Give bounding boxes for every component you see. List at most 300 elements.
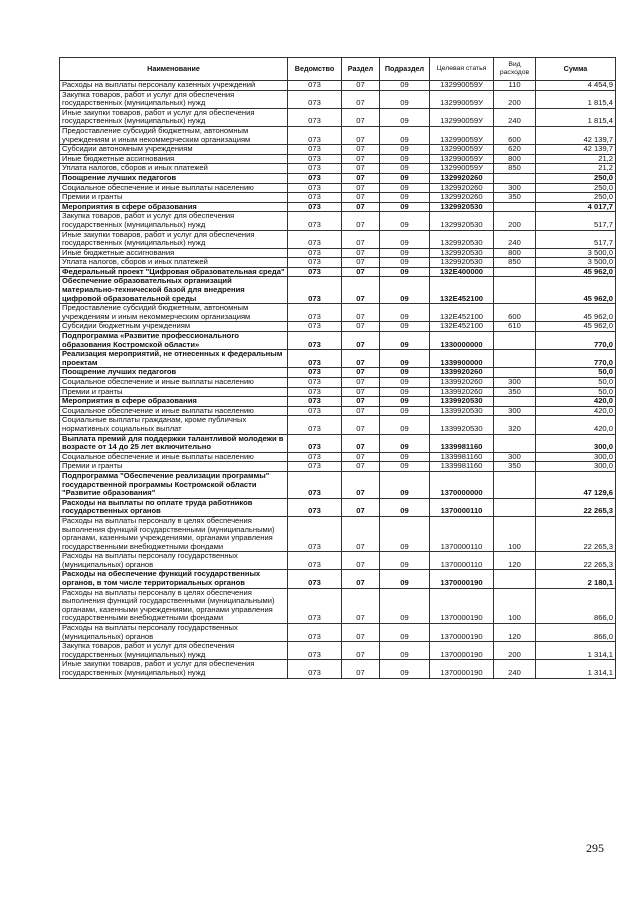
cell-department: 073 — [288, 212, 342, 230]
cell-section: 07 — [342, 258, 380, 268]
header-amount: Сумма — [536, 58, 616, 81]
cell-section: 07 — [342, 462, 380, 472]
cell-name: Расходы на выплаты персоналу в целях обеспечения выполнения функций государственными (муниципальными) органами, казенными учреждениями, органами управления государственными внебюджетными фондами — [60, 588, 288, 623]
table-row — [60, 434, 616, 452]
cell-section: 07 — [342, 498, 380, 516]
table-row — [60, 462, 616, 472]
cell-name: Расходы на выплаты персоналу государственных (муниципальных) органов — [60, 552, 288, 570]
cell-target-article: 132990059У — [430, 108, 494, 126]
cell-subsection: 09 — [380, 452, 430, 462]
cell-expense-type: 850 — [494, 164, 536, 174]
cell-department: 073 — [288, 164, 342, 174]
cell-amount: 21,2 — [536, 154, 616, 164]
cell-department: 073 — [288, 332, 342, 350]
cell-section: 07 — [342, 173, 380, 183]
cell-department: 073 — [288, 378, 342, 388]
cell-target-article: 132E452100 — [430, 304, 494, 322]
cell-name: Премии и гранты — [60, 462, 288, 472]
cell-target-article: 1370000190 — [430, 642, 494, 660]
cell-department: 073 — [288, 258, 342, 268]
cell-target-article: 1330000000 — [430, 332, 494, 350]
table-row — [60, 332, 616, 350]
cell-subsection: 09 — [380, 173, 430, 183]
cell-target-article: 1329920530 — [430, 230, 494, 248]
cell-target-article: 1339981160 — [430, 434, 494, 452]
cell-section: 07 — [342, 660, 380, 678]
cell-name: Подпрограмма «Развитие профессионального образования Костромской области» — [60, 332, 288, 350]
cell-name: Подпрограмма "Обеспечение реализации программы" государственной программы Костромской области "Развитие образования" — [60, 471, 288, 498]
table-row — [60, 642, 616, 660]
cell-name: Уплата налогов, сборов и иных платежей — [60, 164, 288, 174]
cell-department: 073 — [288, 90, 342, 108]
cell-department: 073 — [288, 471, 342, 498]
table-row — [60, 212, 616, 230]
cell-subsection: 09 — [380, 368, 430, 378]
cell-subsection: 09 — [380, 434, 430, 452]
table-header-row — [60, 58, 616, 81]
cell-amount: 42 139,7 — [536, 126, 616, 144]
cell-subsection: 09 — [380, 387, 430, 397]
cell-department: 073 — [288, 368, 342, 378]
cell-name: Иные закупки товаров, работ и услуг для обеспечения государственных (муниципальных) нужд — [60, 108, 288, 126]
table-row — [60, 498, 616, 516]
table-row — [60, 588, 616, 623]
cell-section: 07 — [342, 642, 380, 660]
cell-department: 073 — [288, 81, 342, 91]
cell-section: 07 — [342, 378, 380, 388]
table-row — [60, 378, 616, 388]
cell-amount: 1 815,4 — [536, 108, 616, 126]
cell-amount: 1 815,4 — [536, 90, 616, 108]
cell-department: 073 — [288, 452, 342, 462]
cell-name: Предоставление субсидий бюджетным, автономным учреждениям и иным некоммерческим организациям — [60, 126, 288, 144]
cell-name: Социальное обеспечение и иные выплаты населению — [60, 378, 288, 388]
cell-expense-type: 350 — [494, 193, 536, 203]
cell-department: 073 — [288, 570, 342, 588]
cell-department: 073 — [288, 498, 342, 516]
cell-name: Социальное обеспечение и иные выплаты населению — [60, 183, 288, 193]
cell-name: Реализация мероприятий, не отнесенных к федеральным проектам — [60, 350, 288, 368]
cell-department: 073 — [288, 462, 342, 472]
cell-amount: 250,0 — [536, 173, 616, 183]
cell-amount: 300,0 — [536, 462, 616, 472]
cell-amount: 420,0 — [536, 397, 616, 407]
header-subsection: Подраздел — [380, 58, 430, 81]
cell-subsection: 09 — [380, 322, 430, 332]
cell-department: 073 — [288, 248, 342, 258]
table-row — [60, 193, 616, 203]
cell-expense-type: 120 — [494, 624, 536, 642]
cell-name: Субсидии бюджетным учреждениям — [60, 322, 288, 332]
cell-expense-type — [494, 570, 536, 588]
cell-amount: 22 265,3 — [536, 516, 616, 551]
cell-section: 07 — [342, 624, 380, 642]
cell-name: Иные бюджетные ассигнования — [60, 154, 288, 164]
cell-amount: 45 962,0 — [536, 277, 616, 304]
table-row — [60, 164, 616, 174]
table-row — [60, 81, 616, 91]
cell-name: Мероприятия в сфере образования — [60, 397, 288, 407]
cell-department: 073 — [288, 406, 342, 416]
table-row — [60, 304, 616, 322]
cell-name: Закупка товаров, работ и услуг для обеспечения государственных (муниципальных) нужд — [60, 642, 288, 660]
cell-target-article: 1339920530 — [430, 416, 494, 434]
cell-target-article: 1339920260 — [430, 378, 494, 388]
cell-name: Поощрение лучших педагогов — [60, 173, 288, 183]
cell-subsection: 09 — [380, 588, 430, 623]
cell-department: 073 — [288, 434, 342, 452]
cell-amount: 21,2 — [536, 164, 616, 174]
cell-target-article: 1329920530 — [430, 248, 494, 258]
cell-subsection: 09 — [380, 624, 430, 642]
cell-name: Субсидии автономным учреждениям — [60, 145, 288, 155]
cell-expense-type: 110 — [494, 81, 536, 91]
cell-target-article: 1370000110 — [430, 552, 494, 570]
cell-target-article: 1370000000 — [430, 471, 494, 498]
cell-department: 073 — [288, 350, 342, 368]
cell-target-article: 132990059У — [430, 81, 494, 91]
table-row — [60, 516, 616, 551]
cell-section: 07 — [342, 570, 380, 588]
table-row — [60, 552, 616, 570]
cell-section: 07 — [342, 230, 380, 248]
cell-subsection: 09 — [380, 471, 430, 498]
cell-amount: 1 314,1 — [536, 642, 616, 660]
cell-expense-type — [494, 173, 536, 183]
cell-target-article: 1339981160 — [430, 462, 494, 472]
cell-expense-type: 240 — [494, 660, 536, 678]
cell-target-article: 132E400000 — [430, 267, 494, 277]
cell-name: Закупка товаров, работ и услуг для обеспечения государственных (муниципальных) нужд — [60, 212, 288, 230]
cell-department: 073 — [288, 387, 342, 397]
cell-expense-type — [494, 332, 536, 350]
cell-name: Мероприятия в сфере образования — [60, 202, 288, 212]
cell-amount: 1 314,1 — [536, 660, 616, 678]
cell-subsection: 09 — [380, 183, 430, 193]
cell-amount: 45 962,0 — [536, 304, 616, 322]
table-row — [60, 471, 616, 498]
cell-subsection: 09 — [380, 304, 430, 322]
cell-name: Иные бюджетные ассигнования — [60, 248, 288, 258]
cell-expense-type: 600 — [494, 304, 536, 322]
cell-subsection: 09 — [380, 230, 430, 248]
cell-department: 073 — [288, 277, 342, 304]
cell-section: 07 — [342, 90, 380, 108]
cell-target-article: 1370000110 — [430, 516, 494, 551]
cell-amount: 45 962,0 — [536, 267, 616, 277]
cell-subsection: 09 — [380, 145, 430, 155]
table-row — [60, 570, 616, 588]
cell-section: 07 — [342, 145, 380, 155]
cell-target-article: 1339981160 — [430, 452, 494, 462]
cell-expense-type: 200 — [494, 90, 536, 108]
cell-expense-type: 120 — [494, 552, 536, 570]
cell-subsection: 09 — [380, 277, 430, 304]
cell-amount: 770,0 — [536, 350, 616, 368]
cell-section: 07 — [342, 452, 380, 462]
cell-name: Расходы на выплаты по оплате труда работников государственных органов — [60, 498, 288, 516]
cell-section: 07 — [342, 267, 380, 277]
cell-subsection: 09 — [380, 164, 430, 174]
cell-amount: 300,0 — [536, 434, 616, 452]
cell-section: 07 — [342, 193, 380, 203]
cell-target-article: 1370000190 — [430, 588, 494, 623]
cell-expense-type: 300 — [494, 378, 536, 388]
cell-amount: 420,0 — [536, 406, 616, 416]
cell-amount: 517,7 — [536, 212, 616, 230]
cell-amount: 3 500,0 — [536, 258, 616, 268]
cell-expense-type — [494, 202, 536, 212]
cell-amount: 250,0 — [536, 183, 616, 193]
table-row — [60, 277, 616, 304]
cell-expense-type — [494, 267, 536, 277]
header-section: Раздел — [342, 58, 380, 81]
cell-subsection: 09 — [380, 202, 430, 212]
cell-section: 07 — [342, 406, 380, 416]
cell-amount: 4 454,9 — [536, 81, 616, 91]
table-row — [60, 350, 616, 368]
cell-expense-type: 610 — [494, 322, 536, 332]
cell-expense-type: 100 — [494, 588, 536, 623]
cell-department: 073 — [288, 173, 342, 183]
cell-subsection: 09 — [380, 416, 430, 434]
cell-department: 073 — [288, 397, 342, 407]
table-row — [60, 624, 616, 642]
cell-subsection: 09 — [380, 108, 430, 126]
cell-section: 07 — [342, 202, 380, 212]
cell-amount: 4 017,7 — [536, 202, 616, 212]
cell-target-article: 132990059У — [430, 154, 494, 164]
page-number: 295 — [586, 841, 604, 855]
cell-section: 07 — [342, 304, 380, 322]
cell-section: 07 — [342, 397, 380, 407]
cell-name: Социальные выплаты гражданам, кроме публичных нормативных социальных выплат — [60, 416, 288, 434]
cell-subsection: 09 — [380, 81, 430, 91]
cell-name: Иные закупки товаров, работ и услуг для обеспечения государственных (муниципальных) нужд — [60, 660, 288, 678]
cell-name: Иные закупки товаров, работ и услуг для обеспечения государственных (муниципальных) нужд — [60, 230, 288, 248]
cell-name: Социальное обеспечение и иные выплаты населению — [60, 406, 288, 416]
cell-department: 073 — [288, 108, 342, 126]
cell-target-article: 132990059У — [430, 126, 494, 144]
cell-expense-type: 300 — [494, 452, 536, 462]
table-row — [60, 230, 616, 248]
cell-name: Расходы на обеспечение функций государственных органов, в том числе территориальных органов — [60, 570, 288, 588]
table-row — [60, 258, 616, 268]
cell-section: 07 — [342, 368, 380, 378]
cell-amount: 45 962,0 — [536, 322, 616, 332]
cell-amount: 3 500,0 — [536, 248, 616, 258]
cell-amount: 2 180,1 — [536, 570, 616, 588]
cell-expense-type: 300 — [494, 406, 536, 416]
cell-target-article: 1339920530 — [430, 397, 494, 407]
cell-amount: 22 265,3 — [536, 498, 616, 516]
cell-section: 07 — [342, 212, 380, 230]
cell-expense-type: 600 — [494, 126, 536, 144]
cell-name: Предоставление субсидий бюджетным, автономным учреждениям и иным некоммерческим организациям — [60, 304, 288, 322]
cell-name: Расходы на выплаты персоналу государственных (муниципальных) органов — [60, 624, 288, 642]
cell-subsection: 09 — [380, 570, 430, 588]
cell-subsection: 09 — [380, 498, 430, 516]
cell-amount: 517,7 — [536, 230, 616, 248]
cell-department: 073 — [288, 588, 342, 623]
cell-subsection: 09 — [380, 516, 430, 551]
cell-subsection: 09 — [380, 642, 430, 660]
cell-name: Федеральный проект "Цифровая образовательная среда" — [60, 267, 288, 277]
cell-target-article: 132E452100 — [430, 277, 494, 304]
cell-expense-type: 240 — [494, 230, 536, 248]
cell-expense-type: 300 — [494, 183, 536, 193]
cell-section: 07 — [342, 126, 380, 144]
cell-amount: 50,0 — [536, 368, 616, 378]
cell-section: 07 — [342, 387, 380, 397]
cell-subsection: 09 — [380, 378, 430, 388]
cell-target-article: 132E452100 — [430, 322, 494, 332]
cell-expense-type — [494, 277, 536, 304]
cell-target-article: 1329920260 — [430, 173, 494, 183]
cell-department: 073 — [288, 624, 342, 642]
table-row — [60, 145, 616, 155]
header-name: Наименование — [60, 58, 288, 81]
cell-name: Расходы на выплаты персоналу в целях обеспечения выполнения функций государственными (муниципальными) органами, казенными учреждениями, органами управления государственными внебюджетными фондами — [60, 516, 288, 551]
cell-section: 07 — [342, 277, 380, 304]
cell-target-article: 1370000190 — [430, 570, 494, 588]
cell-section: 07 — [342, 154, 380, 164]
cell-expense-type — [494, 498, 536, 516]
cell-section: 07 — [342, 416, 380, 434]
cell-subsection: 09 — [380, 258, 430, 268]
cell-target-article: 132990059У — [430, 145, 494, 155]
cell-department: 073 — [288, 416, 342, 434]
cell-target-article: 1339900000 — [430, 350, 494, 368]
table-row — [60, 416, 616, 434]
cell-subsection: 09 — [380, 212, 430, 230]
cell-amount: 250,0 — [536, 193, 616, 203]
cell-subsection: 09 — [380, 406, 430, 416]
cell-amount: 42 139,7 — [536, 145, 616, 155]
cell-subsection: 09 — [380, 552, 430, 570]
cell-subsection: 09 — [380, 248, 430, 258]
header-department: Ведомство — [288, 58, 342, 81]
cell-name: Поощрение лучших педагогов — [60, 368, 288, 378]
cell-amount: 420,0 — [536, 416, 616, 434]
cell-amount: 866,0 — [536, 624, 616, 642]
cell-expense-type — [494, 350, 536, 368]
cell-name: Расходы на выплаты персоналу казенных учреждений — [60, 81, 288, 91]
cell-name: Премии и гранты — [60, 387, 288, 397]
cell-department: 073 — [288, 322, 342, 332]
cell-section: 07 — [342, 322, 380, 332]
cell-amount: 300,0 — [536, 452, 616, 462]
cell-target-article: 1329920260 — [430, 183, 494, 193]
cell-expense-type — [494, 397, 536, 407]
cell-target-article: 1370000190 — [430, 660, 494, 678]
cell-subsection: 09 — [380, 397, 430, 407]
cell-department: 073 — [288, 154, 342, 164]
table-row — [60, 452, 616, 462]
cell-department: 073 — [288, 126, 342, 144]
cell-name: Выплата премий для поддержки талантливой молодежи в возрасте от 14 до 25 лет включительно — [60, 434, 288, 452]
cell-section: 07 — [342, 248, 380, 258]
cell-expense-type: 240 — [494, 108, 536, 126]
cell-amount: 50,0 — [536, 387, 616, 397]
table-row — [60, 90, 616, 108]
cell-subsection: 09 — [380, 193, 430, 203]
cell-section: 07 — [342, 332, 380, 350]
cell-subsection: 09 — [380, 126, 430, 144]
cell-name: Обеспечение образовательных организаций материально-технической базой для внедрения цифровой образовательной среды — [60, 277, 288, 304]
table-body — [60, 81, 616, 679]
cell-name: Закупка товаров, работ и услуг для обеспечения государственных (муниципальных) нужд — [60, 90, 288, 108]
header-target-article: Целевая статья — [430, 58, 494, 81]
cell-expense-type: 350 — [494, 462, 536, 472]
cell-amount: 50,0 — [536, 378, 616, 388]
cell-name: Премии и гранты — [60, 193, 288, 203]
cell-subsection: 09 — [380, 267, 430, 277]
cell-section: 07 — [342, 516, 380, 551]
table-row — [60, 183, 616, 193]
cell-expense-type: 850 — [494, 258, 536, 268]
cell-subsection: 09 — [380, 154, 430, 164]
cell-section: 07 — [342, 588, 380, 623]
cell-target-article: 1329920260 — [430, 193, 494, 203]
budget-table — [59, 57, 616, 679]
cell-target-article: 1329920530 — [430, 202, 494, 212]
cell-section: 07 — [342, 552, 380, 570]
cell-expense-type — [494, 434, 536, 452]
cell-department: 073 — [288, 183, 342, 193]
cell-department: 073 — [288, 202, 342, 212]
header-expense-type: Вид расходов — [494, 58, 536, 81]
cell-subsection: 09 — [380, 332, 430, 350]
table-row — [60, 108, 616, 126]
cell-section: 07 — [342, 350, 380, 368]
cell-expense-type: 350 — [494, 387, 536, 397]
cell-subsection: 09 — [380, 350, 430, 368]
cell-department: 073 — [288, 642, 342, 660]
cell-expense-type: 320 — [494, 416, 536, 434]
cell-target-article: 1329920530 — [430, 258, 494, 268]
cell-target-article: 132990059У — [430, 164, 494, 174]
cell-target-article: 1339920260 — [430, 368, 494, 378]
cell-expense-type: 100 — [494, 516, 536, 551]
cell-name: Социальное обеспечение и иные выплаты населению — [60, 452, 288, 462]
cell-target-article: 132990059У — [430, 90, 494, 108]
cell-expense-type: 800 — [494, 154, 536, 164]
table-row — [60, 173, 616, 183]
cell-amount: 22 265,3 — [536, 552, 616, 570]
table-row — [60, 660, 616, 678]
cell-department: 073 — [288, 230, 342, 248]
cell-section: 07 — [342, 183, 380, 193]
cell-target-article: 1329920530 — [430, 212, 494, 230]
cell-department: 073 — [288, 552, 342, 570]
cell-target-article: 1339920530 — [430, 406, 494, 416]
cell-target-article: 1370000190 — [430, 624, 494, 642]
cell-department: 073 — [288, 267, 342, 277]
table-row — [60, 397, 616, 407]
cell-expense-type: 620 — [494, 145, 536, 155]
cell-amount: 770,0 — [536, 332, 616, 350]
cell-name: Уплата налогов, сборов и иных платежей — [60, 258, 288, 268]
cell-section: 07 — [342, 164, 380, 174]
cell-department: 073 — [288, 193, 342, 203]
cell-section: 07 — [342, 81, 380, 91]
cell-subsection: 09 — [380, 90, 430, 108]
cell-target-article: 1339920260 — [430, 387, 494, 397]
cell-amount: 866,0 — [536, 588, 616, 623]
cell-department: 073 — [288, 516, 342, 551]
cell-section: 07 — [342, 108, 380, 126]
